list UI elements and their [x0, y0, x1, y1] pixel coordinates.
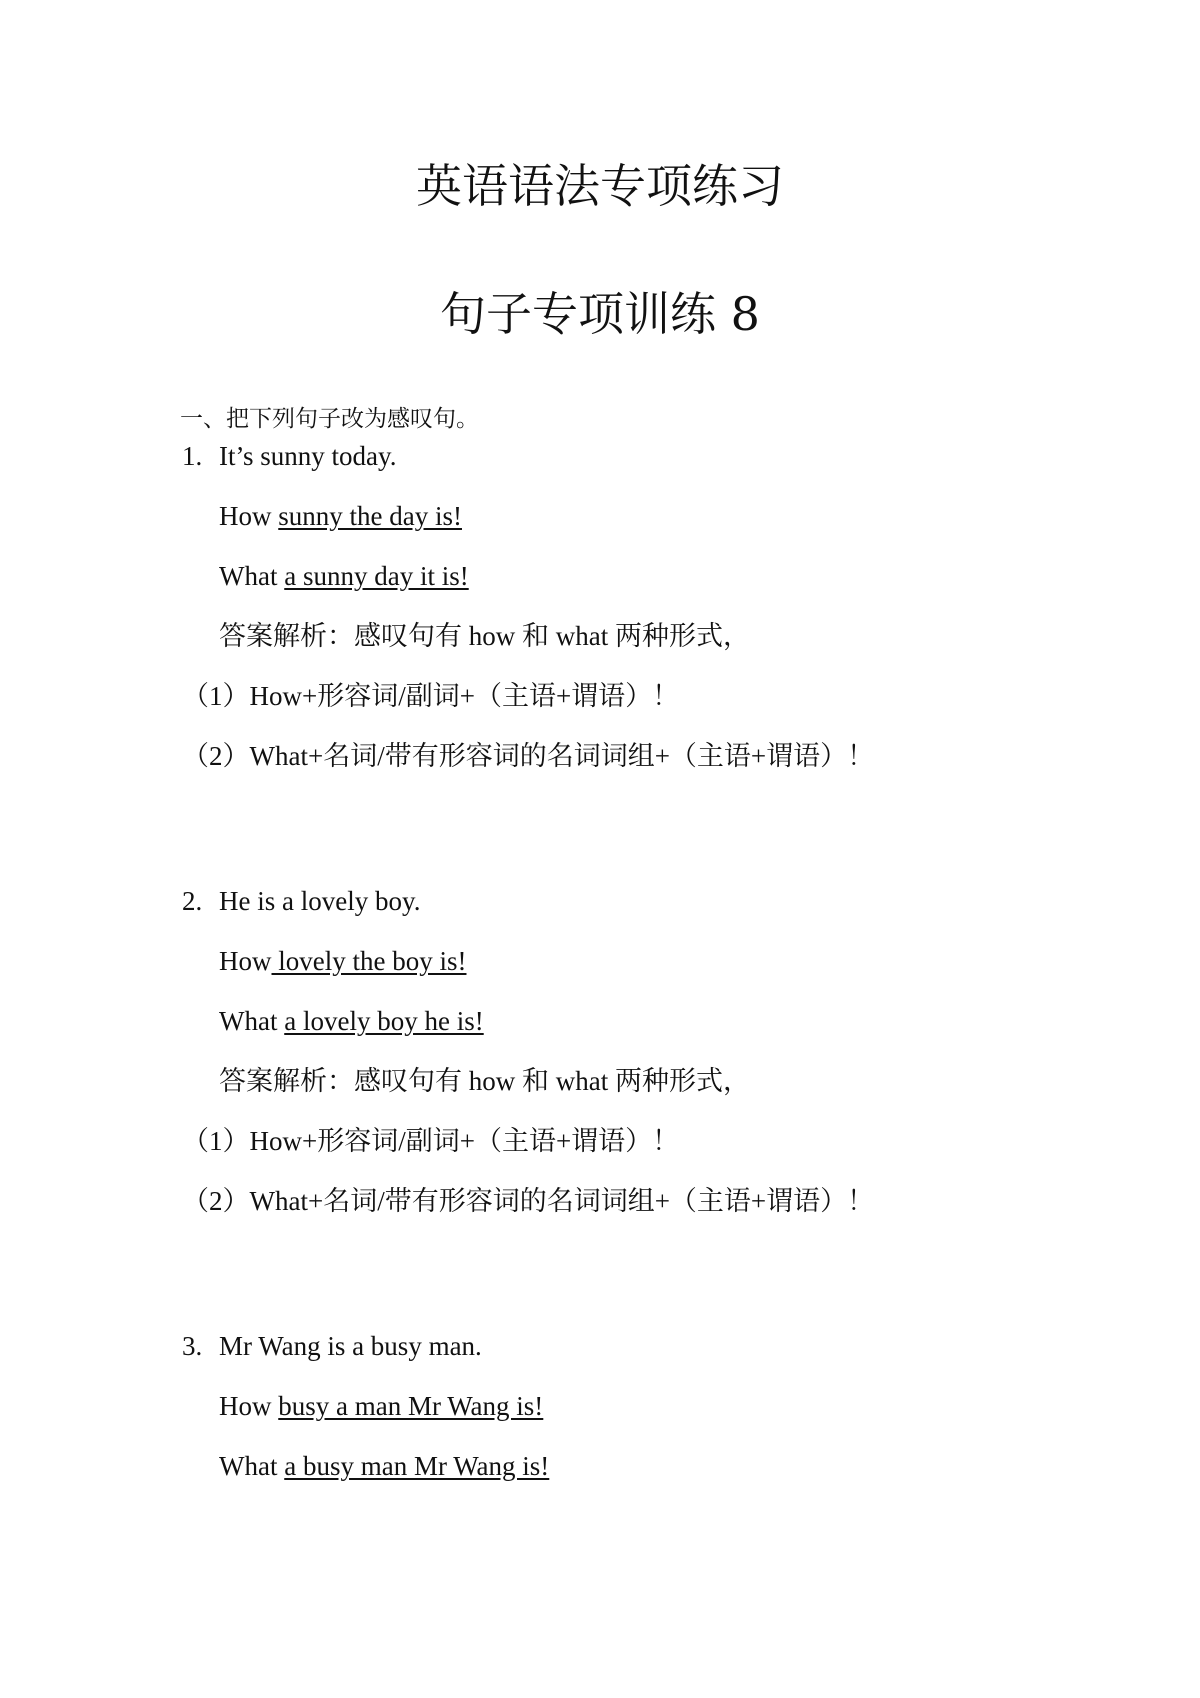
how-answer-3 — [219, 1390, 543, 1422]
rule-what-2: （2）What+名词/带有形容词的名词词组+（主语+谓语）！ — [182, 1186, 875, 1216]
page-title: 英语语法专项练习 — [416, 159, 784, 213]
rule-what-1: （2）What+名词/带有形容词的名词词组+（主语+谓语）！ — [182, 741, 875, 771]
question-number: 3. — [182, 1331, 203, 1361]
question-sentence: It’s sunny today. — [219, 441, 397, 471]
how-prefix: How — [219, 946, 272, 976]
question-number: 1. — [182, 441, 203, 471]
section-heading: 一、把下列句子改为感叹句。 — [180, 406, 479, 432]
rule-how-1: （1）How+形容词/副词+（主语+谓语）！ — [182, 681, 680, 711]
what-answer: a busy man Mr Wang is! — [284, 1451, 550, 1481]
analysis-2: 答案解析：感叹句有 how 和 what 两种形式， — [219, 1066, 750, 1096]
page-subtitle: 句子专项训练 8 — [440, 287, 760, 341]
what-answer: a sunny day it is! — [284, 561, 469, 591]
how-answer: busy a man Mr Wang is! — [278, 1391, 544, 1421]
analysis-1: 答案解析：感叹句有 how 和 what 两种形式， — [219, 621, 750, 651]
rule-how-2: （1）How+形容词/副词+（主语+谓语）！ — [182, 1126, 680, 1156]
how-answer: lovely the boy is! — [271, 946, 467, 976]
how-answer-2 — [219, 945, 466, 977]
question-sentence: Mr Wang is a busy man. — [219, 1331, 482, 1361]
how-answer-1 — [219, 500, 462, 532]
what-prefix: What — [219, 561, 285, 591]
question-1 — [182, 440, 397, 472]
what-prefix: What — [219, 1006, 285, 1036]
how-answer: sunny the day is! — [278, 501, 462, 531]
question-sentence: He is a lovely boy. — [219, 886, 421, 916]
what-answer-2 — [219, 1005, 484, 1037]
what-answer: a lovely boy he is! — [284, 1006, 484, 1036]
how-prefix: How — [219, 501, 279, 531]
what-answer-3 — [219, 1450, 549, 1482]
how-prefix: How — [219, 1391, 279, 1421]
what-answer-1 — [219, 560, 469, 592]
question-2 — [182, 885, 420, 917]
question-number: 2. — [182, 886, 203, 916]
what-prefix: What — [219, 1451, 285, 1481]
question-3 — [182, 1330, 482, 1362]
